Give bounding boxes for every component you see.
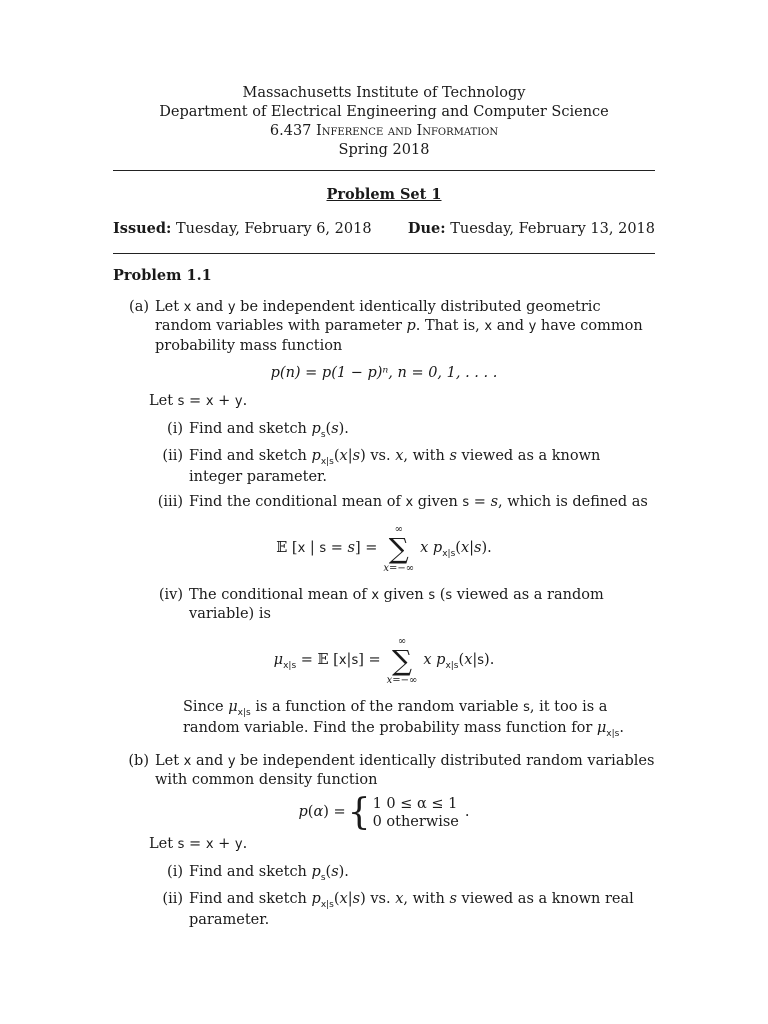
due-date: Due: Tuesday, February 13, 2018 [407,219,655,237]
part-a-let-s: Let s = x + y. [149,392,248,409]
top-divider [113,170,655,171]
part-b-text: Let x and y be independent identically distributed random variables with common density function [155,752,655,789]
page-title: Problem Set 1 [326,186,442,203]
part-a-label: (a) [129,298,149,315]
institution-name: Massachusetts Institute of Technology [242,85,526,101]
term: Spring 2018 [338,142,430,158]
part-b-label: (b) [128,752,149,769]
part-a-item-iii: (iii) Find the conditional mean of x given s = s, which is defined as [157,494,648,511]
dates-row [113,219,655,240]
part-a-item-ii: (ii) Find and sketch $p_{x|s}(x|s)$ vs. x, with s viewed as a known integer parameter. [162,447,601,485]
part-a-item-i: (i) Find and sketch $p_s(s)$. [167,420,349,440]
pmf-equation: p(n) = p(1 − p)ⁿ, n = 0, 1, . . . . [270,365,498,382]
part-b [113,752,655,791]
part-b-item-ii: (ii) Find and sketch $p_{x|s}(x|s)$ vs. x, with s viewed as a known real parameter. [162,890,634,928]
course-title: 6.437 Inference and Information [269,123,499,139]
part-a-item-iv-followup: Since $\mu_{x|s}$ is a function of the random variable s, it too is a random variable. Find the probability mass function for $\mu_{x|s}$. [183,698,624,739]
document-page [113,84,655,936]
part-a-item-iv: (iv) The conditional mean of x given s (s viewed as a random variable) is [158,586,604,623]
bottom-divider [113,253,655,254]
part-a-text: Let x and y be independent identically distributed geometric random variables with parameter p. That is, x and y have common probability mass function [155,298,643,354]
conditional-mean-equation: 𝔼 [x | s = s] = ∞ ∑ x=−∞ x $p_{x|s}(x|s)$. [276,523,492,575]
part-a [113,298,655,357]
document-header [113,84,655,160]
part-b-item-i: (i) Find and sketch $p_s(s)$. [167,863,349,883]
part-b-let-s: Let s = x + y. [149,836,248,852]
density-equation: p(α) = { 1 0 ≤ α ≤ 1 0 otherwise . [298,792,470,833]
conditional-mean-rv-equation: $\mu_{x|s}$ = 𝔼 [x|s] = ∞ ∑ x=−∞ x $p_{x|s}(x|s)$. [273,635,495,687]
density-case-2: 0 otherwise [372,814,459,830]
problem-heading: Problem 1.1 [113,267,212,285]
density-case-1: 1 0 ≤ α ≤ 1 [372,796,458,812]
department-name: Department of Electrical Engineering and Computer Science [159,104,609,120]
issued-date: Issued: Tuesday, February 6, 2018 [113,219,372,237]
